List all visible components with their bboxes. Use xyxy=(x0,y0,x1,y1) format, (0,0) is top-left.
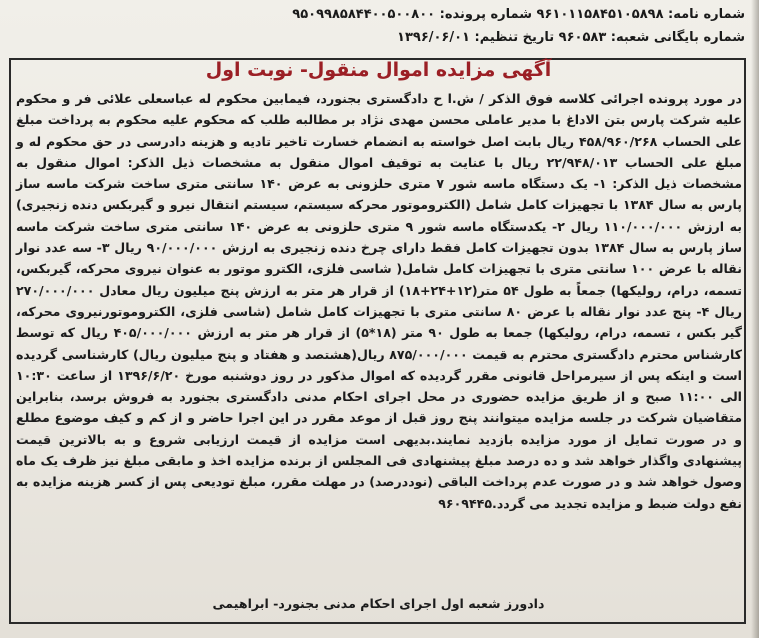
archive-number-line: شماره بایگانی شعبه: ۹۶۰۵۸۳ تاریخ تنظیم: ۱۳۹۶/۰۶/۰۱ xyxy=(397,30,745,45)
case-number-line: شماره نامه: ۹۶۱۰۱۱۵۸۴۵۱۰۵۸۹۸ شماره پرونده: ۹۵۰۹۹۸۵۸۴۴۰۰۵۰۰۸۰۰ xyxy=(292,7,745,22)
page-edge-shadow xyxy=(751,0,759,638)
notice-body: در مورد پرونده اجرائی کلاسه فوق الذکر / ش.ا ح دادگستری بجنورد، فیمابین محکوم له عباسعلی علائی فر و محکوم علیه شرکت پارس بتن الاداغ با مدیر عاملی محسن مهدی نژاد بر مطالبه طلب که محکوم علیه محکوم به پرداخت مبلغ علی الحساب ۴۵۸/۹۶۰/۲۶۸ ریال بابت اصل خواسته به انضمام خسارت تاخیر تادیه و هزینه دادرسی در حق محکوم له و مبلغ علی الحساب ۲۲/۹۴۸/۰۱۳ ریال با عنایت به توقیف اموال منقول به مشخصات ذیل الذکر: اموال منقول به مشخصات ذیل الذکر: ۱- یک دستگاه ماسه شور ۷ متری حلزونی به عرض ۱۴۰ سانتی متری ساخت شرکت ماسه ساز پارس به سال ۱۳۸۴ با تجهیزات کامل شامل (الکتروموتور محرکه سیستم، سیستم انتقال نیرو و گیربکس دنده زنجیری) به ارزش ۱۱۰/۰۰۰/۰۰۰ ریال ۲- یکدستگاه ماسه شور ۹ متری حلزونی به عرض ۱۴۰ سانتی متری ساخت شرکت ماسه ساز پارس به سال ۱۳۸۴ بدون تجهیزات کامل فقط دارای چرخ دنده زنجیری به ارزش ۹۰/۰۰۰/۰۰۰ ریال ۳- سه عدد نوار نقاله با عرض ۱۰۰ سانتی متری با تجهیزات کامل شامل( شاسی فلزی، الکترو موتور به عنوان نیروی محرکه، گیربکس، تسمه، درام، رولیکها) جمعاً به طول ۵۴ متر(۱۲+۲۴+۱۸) از قرار هر متر به ارزش پنج میلیون ریال معادل ۲۷۰/۰۰۰/۰۰۰ ریال ۴- پنج عدد نوار نقاله با عرض ۸۰ سانتی متری با تجهیزات کامل شامل (شاسی فلزی، الکتروموتورنیروی محرکه، گیر بکس ، تسمه، درام، رولیکها) جمعا به طول ۹۰ متر (۱۸*۵) از قرار هر متر به ارزش ۴۰۵/۰۰۰/۰۰۰ ریال که توسط کارشناس محترم دادگستری محترم به قیمت ۸۷۵/۰۰۰/۰۰۰ ریال(هشتصد و هفتاد و پنج میلیون ریال) کارشناسی گردیده است و اینکه پس از سیرمراحل قانونی مقرر گردیده که اموال مذکور در روز دوشنبه مورخ ۱۳۹۶/۶/۲۰ از ساعت ۱۰:۳۰ الی ۱۱:۰۰ صبح و از طریق مزایده حضوری در محل اجرای احکام مدنی دادگستری بجنورد به فروش برسد، بنابراین متقاضیان شرکت در جلسه مزایده میتوانند پنج روز قبل از موعد مقرر در این اجرا حاضر و از کم و کیف موضوع مطلع و در صورت تمایل از مورد مزایده بازدید نمایند.بدیهی است مزایده از قیمت ارزیابی شروع و به بالاترین قیمت پیشنهادی واگذار خواهد شد و ده درصد مبلغ پیشنهادی فی المجلس از برنده مزایده اخذ و مابقی مبلغ نیز ظرف یک ماه وصول خواهد شد و در صورت عدم پرداخت الباقی (نوددرصد) در مهلت مقرر، مبلغ تودیعی پس از کسر هزینه مزایده به نفع دولت ضبط و مزایده تجدید می گردد.۹۶۰۹۴۴۵ xyxy=(16,91,743,511)
notice-signature: دادورز شعبه اول اجرای احکام مدنی بجنورد- ابراهیمی xyxy=(212,596,545,611)
notice-title: آگهی مزایده اموال منقول- نوبت اول xyxy=(205,59,552,81)
